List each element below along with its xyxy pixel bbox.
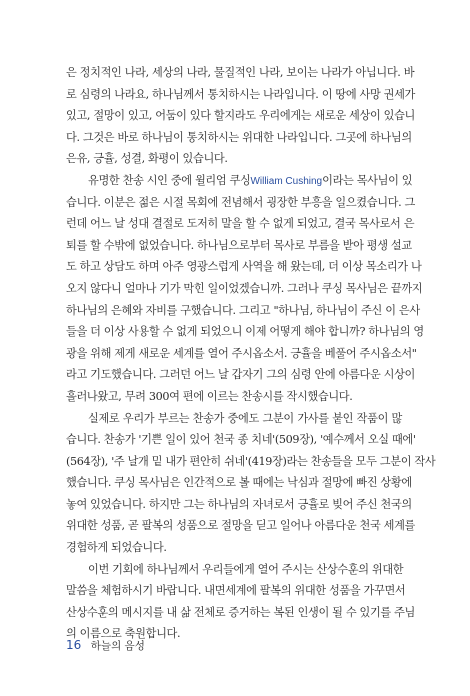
text-line: (564장), '주 날개 밑 내가 편안히 쉬네'(419장)라는 찬송들을 모두 그분이 작사: [66, 454, 436, 468]
text-line: 도 하고 상담도 하며 아주 영광스럽게 사역을 해 왔는데, 더 이상 목소리가 나: [66, 260, 422, 274]
body-text: [66, 62, 436, 645]
text-line: 습니다. 이분은 젊은 시절 목회에 전념해서 굉장한 부흥을 일으켰습니다. 그: [66, 195, 415, 209]
text-line: 산상수훈의 메시지를 내 삶 전체로 증거하는 복된 인생이 될 수 있기를 주님: [66, 605, 415, 619]
text-line: [66, 170, 413, 192]
text-line: 습니다. 찬송가 '기쁜 일이 있어 천국 종 치네'(509장), '예수께서 오실 때에': [66, 433, 416, 447]
text-line: 로 심령의 나라요, 하나님께서 통치하시는 나라입니다. 이 땅에 사망 권세가: [66, 87, 415, 101]
text-line: 은 정치적인 나라, 세상의 나라, 물질적인 나라, 보이는 나라가 아닙니다. 바: [66, 66, 415, 79]
text-line: 런데 어느 날 성대 결절로 도저히 말을 할 수 없게 되었고, 결국 목사로서 은: [66, 217, 415, 231]
text-line: 라고 기도했습니다. 그러던 어느 날 갑자기 그의 심령 안에 아름다운 시상이: [66, 368, 415, 382]
text-line: 오지 않다니 얼마나 기가 막힌 일이었겠습니까. 그러나 쿠싱 목사님은 끝까지: [66, 281, 423, 295]
text-line: 했습니다. 쿠싱 목사님은 인간적으로 볼 때에는 낙심과 절망에 빠진 상황에: [66, 476, 412, 490]
text-line: 흘러나왔고, 무려 300여 편에 이르는 찬송시를 작시했습니다.: [66, 389, 353, 403]
text-line: 광을 위해 제게 새로운 세계를 열어 주시옵소서. 긍휼을 베풀어 주시옵소서": [66, 346, 417, 360]
text-segment: 유명한 찬송 시인 중에 윌리엄 쿠싱: [88, 173, 251, 187]
text-line: 퇴를 할 수밖에 없었습니다. 하나님으로부터 목사로 부름을 받아 평생 설교: [66, 238, 412, 252]
text-line: 이번 기회에 하나님께서 우리들에게 열어 주시는 산상수훈의 위대한: [88, 562, 404, 576]
text-line: 있고, 절망이 있고, 어둠이 있다 할지라도 우리에게는 새로운 세상이 있습니: [66, 109, 415, 123]
text-line: 다. 그것은 바로 하나님이 통치하시는 위대한 나라입니다. 그곳에 하나님의: [66, 130, 412, 144]
text-segment: 이라는 목사님이 있: [322, 173, 413, 187]
text-line: 의 이름으로 축원합니다.: [66, 627, 181, 641]
text-line: 놓여 있었습니다. 하지만 그는 하나님의 자녀로서 긍휼로 빚어 주신 천국의: [66, 497, 412, 511]
page-number: 16: [66, 638, 82, 652]
text-line: 경험하게 되었습니다.: [66, 541, 167, 555]
text-line: 실제로 우리가 부르는 찬송가 중에도 그분이 가사를 붙인 작품이 많: [88, 411, 402, 425]
page-footer: [66, 638, 145, 653]
text-line: 하나님의 은혜와 자비를 구했습니다. 그리고 "하나님, 하나님이 주신 이 은사: [66, 303, 420, 317]
text-line: 위대한 성품, 곧 팔복의 성품으로 절망을 딛고 일어나 아름다운 천국 세계를: [66, 519, 415, 533]
text-line: 들을 더 이상 사용할 수 없게 되었으니 이제 어떻게 해야 합니까? 하나님의 영: [66, 325, 424, 339]
english-name: William Cushing: [250, 175, 323, 187]
text-line: 말씀을 체험하시기 바랍니다. 내면세계에 팔복의 위대한 성품을 가꾸면서: [66, 584, 406, 598]
running-title: 하늘의 음성: [90, 640, 145, 652]
text-line: 은유, 긍휼, 성결, 화평이 있습니다.: [66, 152, 228, 166]
